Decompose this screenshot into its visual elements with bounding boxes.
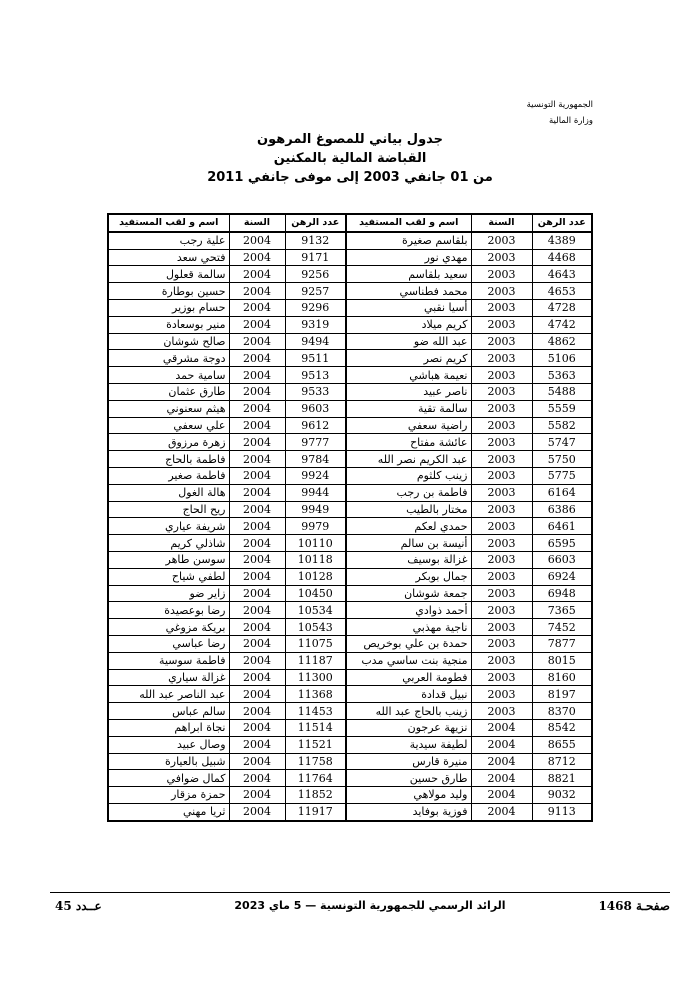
col-header-beneficiary-left: اسم و لقب المستفيد — [108, 214, 229, 232]
pledge-no-cell: 9784 — [285, 451, 346, 468]
beneficiary-cell: رضا بوعصيدة — [108, 602, 229, 619]
pledge-no-cell: 4728 — [532, 299, 592, 316]
year-cell: 2004 — [471, 736, 532, 753]
year-cell: 2004 — [229, 383, 285, 400]
table-row — [108, 249, 592, 266]
table-row — [108, 602, 592, 619]
beneficiary-cell: زاير ضو — [108, 585, 229, 602]
year-cell: 2004 — [229, 501, 285, 518]
beneficiary-cell: نعيمة هباشي — [346, 367, 471, 384]
pledge-no-cell: 9113 — [532, 803, 592, 820]
pledge-no-cell: 10128 — [285, 568, 346, 585]
year-cell: 2004 — [229, 367, 285, 384]
table-row — [108, 518, 592, 535]
pledge-no-cell: 9511 — [285, 350, 346, 367]
beneficiary-cell: جمعة شوشان — [346, 585, 471, 602]
beneficiary-cell: حمزة مزقار — [108, 787, 229, 804]
year-cell: 2003 — [471, 434, 532, 451]
year-cell: 2004 — [471, 719, 532, 736]
beneficiary-cell: طارق حسين — [346, 770, 471, 787]
beneficiary-cell: طارق عثمان — [108, 383, 229, 400]
year-cell: 2004 — [229, 703, 285, 720]
pledge-no-cell: 9949 — [285, 501, 346, 518]
year-cell: 2003 — [471, 383, 532, 400]
pledge-no-cell: 6461 — [532, 518, 592, 535]
year-cell: 2004 — [471, 770, 532, 787]
pledge-no-cell: 9032 — [532, 787, 592, 804]
beneficiary-cell: لطيفة سيدية — [346, 736, 471, 753]
year-cell: 2003 — [471, 249, 532, 266]
table-row — [108, 686, 592, 703]
beneficiary-cell: سامية حمد — [108, 367, 229, 384]
year-cell: 2004 — [229, 316, 285, 333]
pledge-no-cell: 8160 — [532, 669, 592, 686]
beneficiary-cell: زهرة مرزوق — [108, 434, 229, 451]
pledge-no-cell: 9319 — [285, 316, 346, 333]
pledge-no-cell: 6924 — [532, 568, 592, 585]
year-cell: 2004 — [229, 602, 285, 619]
beneficiary-cell: نبيل قدادة — [346, 686, 471, 703]
pledge-no-cell: 9612 — [285, 417, 346, 434]
beneficiary-cell: بريكة مزوغي — [108, 619, 229, 636]
year-cell: 2003 — [471, 652, 532, 669]
pledged-jewelry-table — [107, 213, 593, 822]
year-cell: 2004 — [229, 803, 285, 820]
pledge-no-cell: 11917 — [285, 803, 346, 820]
year-cell: 2004 — [229, 417, 285, 434]
pledge-no-cell: 6164 — [532, 484, 592, 501]
year-cell: 2004 — [229, 350, 285, 367]
year-cell: 2004 — [471, 803, 532, 820]
beneficiary-cell: أنيسة بن سالم — [346, 535, 471, 552]
year-cell: 2004 — [229, 669, 285, 686]
beneficiary-cell: مهدي نور — [346, 249, 471, 266]
pledge-no-cell: 11764 — [285, 770, 346, 787]
year-cell: 2003 — [471, 703, 532, 720]
table-row — [108, 266, 592, 283]
pledge-no-cell: 9533 — [285, 383, 346, 400]
pledge-no-cell: 5363 — [532, 367, 592, 384]
beneficiary-cell: سالمة قعلول — [108, 266, 229, 283]
pledge-no-cell: 9296 — [285, 299, 346, 316]
year-cell: 2003 — [471, 333, 532, 350]
year-cell: 2003 — [471, 484, 532, 501]
pledge-no-cell: 8655 — [532, 736, 592, 753]
year-cell: 2003 — [471, 635, 532, 652]
year-cell: 2004 — [471, 787, 532, 804]
pledge-no-cell: 10534 — [285, 602, 346, 619]
pledge-no-cell: 9171 — [285, 249, 346, 266]
beneficiary-cell: شبيل بالعيارة — [108, 753, 229, 770]
ministry-name: وزارة المالية — [549, 116, 593, 126]
year-cell: 2004 — [229, 753, 285, 770]
year-cell: 2004 — [229, 467, 285, 484]
year-cell: 2003 — [471, 568, 532, 585]
pledge-no-cell: 9513 — [285, 367, 346, 384]
year-cell: 2003 — [471, 669, 532, 686]
pledge-no-cell: 11187 — [285, 652, 346, 669]
col-header-pledge-no-right: عدد الرهن — [532, 214, 592, 232]
pledge-no-cell: 8542 — [532, 719, 592, 736]
beneficiary-cell: غزالة سياري — [108, 669, 229, 686]
pledge-no-cell: 9603 — [285, 400, 346, 417]
beneficiary-cell: حسام بوزير — [108, 299, 229, 316]
year-cell: 2003 — [471, 619, 532, 636]
country-name: الجمهورية التونسية — [526, 100, 593, 110]
beneficiary-cell: نجاة ابراهم — [108, 719, 229, 736]
table-row — [108, 451, 592, 468]
table-row — [108, 619, 592, 636]
table-row — [108, 803, 592, 820]
issue-number: عــدد 45 — [55, 899, 102, 913]
pledge-no-cell: 9256 — [285, 266, 346, 283]
beneficiary-cell: فاطمة سوسية — [108, 652, 229, 669]
table-row — [108, 333, 592, 350]
year-cell: 2004 — [229, 249, 285, 266]
table-row — [108, 467, 592, 484]
pledge-no-cell: 4643 — [532, 266, 592, 283]
year-cell: 2004 — [229, 770, 285, 787]
pledge-no-cell: 8015 — [532, 652, 592, 669]
pledge-no-cell: 11521 — [285, 736, 346, 753]
pledge-no-cell: 7365 — [532, 602, 592, 619]
year-cell: 2003 — [471, 299, 532, 316]
pledge-no-cell: 6603 — [532, 551, 592, 568]
table-row — [108, 635, 592, 652]
beneficiary-cell: منجية بنت ساسي مدب — [346, 652, 471, 669]
year-cell: 2003 — [471, 585, 532, 602]
title-line-2: القباضة المالية بالمكنين — [273, 151, 427, 166]
year-cell: 2004 — [229, 400, 285, 417]
beneficiary-cell: فطومة العربي — [346, 669, 471, 686]
beneficiary-cell: سالم عباس — [108, 703, 229, 720]
year-cell: 2003 — [471, 501, 532, 518]
year-cell: 2004 — [229, 333, 285, 350]
year-cell: 2004 — [229, 619, 285, 636]
pledge-no-cell: 10110 — [285, 535, 346, 552]
beneficiary-cell: غزالة بوسيف — [346, 551, 471, 568]
pledge-no-cell: 4653 — [532, 283, 592, 300]
pledge-no-cell: 8821 — [532, 770, 592, 787]
table-row — [108, 400, 592, 417]
beneficiary-cell: كمال ضوافي — [108, 770, 229, 787]
year-cell: 2004 — [229, 484, 285, 501]
pledge-no-cell: 9979 — [285, 518, 346, 535]
year-cell: 2004 — [229, 232, 285, 249]
beneficiary-cell: ثريا مهني — [108, 803, 229, 820]
pledge-no-cell: 11852 — [285, 787, 346, 804]
table-row — [108, 501, 592, 518]
year-cell: 2004 — [229, 518, 285, 535]
table-row — [108, 232, 592, 249]
year-cell: 2003 — [471, 467, 532, 484]
pledge-no-cell: 4468 — [532, 249, 592, 266]
beneficiary-cell: جمال بوبكر — [346, 568, 471, 585]
beneficiary-cell: وصال عبيد — [108, 736, 229, 753]
table-row — [108, 719, 592, 736]
beneficiary-cell: فاطمة بالحاج — [108, 451, 229, 468]
beneficiary-cell: بلقاسم صغيرة — [346, 232, 471, 249]
table-row — [108, 316, 592, 333]
pledge-no-cell: 11368 — [285, 686, 346, 703]
year-cell: 2004 — [229, 652, 285, 669]
beneficiary-cell: أحمد ذوادي — [346, 602, 471, 619]
pledge-no-cell: 11758 — [285, 753, 346, 770]
year-cell: 2004 — [229, 568, 285, 585]
beneficiary-cell: عبد الكريم نصر الله — [346, 451, 471, 468]
beneficiary-cell: شريفة عياري — [108, 518, 229, 535]
beneficiary-cell: حمدي لعكم — [346, 518, 471, 535]
table-row — [108, 417, 592, 434]
table-row — [108, 669, 592, 686]
year-cell: 2004 — [229, 736, 285, 753]
pledge-no-cell: 5488 — [532, 383, 592, 400]
pledge-no-cell: 4862 — [532, 333, 592, 350]
year-cell: 2004 — [229, 686, 285, 703]
pledge-no-cell: 9924 — [285, 467, 346, 484]
beneficiary-cell: هيثم سعنوني — [108, 400, 229, 417]
year-cell: 2004 — [229, 434, 285, 451]
beneficiary-cell: لطفي شياح — [108, 568, 229, 585]
beneficiary-cell: منير بوسعادة — [108, 316, 229, 333]
pledge-no-cell: 9777 — [285, 434, 346, 451]
beneficiary-cell: علي سعفي — [108, 417, 229, 434]
year-cell: 2004 — [471, 753, 532, 770]
pledge-no-cell: 10543 — [285, 619, 346, 636]
year-cell: 2004 — [229, 635, 285, 652]
pledge-no-cell: 8712 — [532, 753, 592, 770]
pledge-no-cell: 9944 — [285, 484, 346, 501]
beneficiary-cell: فاطمة بن رجب — [346, 484, 471, 501]
table-row — [108, 367, 592, 384]
year-cell: 2003 — [471, 602, 532, 619]
beneficiary-cell: زينب كلثوم — [346, 467, 471, 484]
pledge-no-cell: 11300 — [285, 669, 346, 686]
table-row — [108, 753, 592, 770]
year-cell: 2004 — [229, 283, 285, 300]
pledge-no-cell: 7877 — [532, 635, 592, 652]
table-row — [108, 350, 592, 367]
pledge-no-cell: 4742 — [532, 316, 592, 333]
beneficiary-cell: صالح شوشان — [108, 333, 229, 350]
pledge-no-cell: 11075 — [285, 635, 346, 652]
beneficiary-cell: فاطمة صغير — [108, 467, 229, 484]
year-cell: 2003 — [471, 367, 532, 384]
pledge-no-cell: 9257 — [285, 283, 346, 300]
title-line-3: من 01 جانفي 2003 إلى موفى جانفي 2011 — [207, 170, 493, 185]
beneficiary-cell: سعيد بلقاسم — [346, 266, 471, 283]
beneficiary-cell: ناصر عبيد — [346, 383, 471, 400]
year-cell: 2004 — [229, 719, 285, 736]
table-row — [108, 585, 592, 602]
document-header — [527, 97, 593, 129]
beneficiary-cell: زينب بالحاج عبد الله — [346, 703, 471, 720]
year-cell: 2003 — [471, 686, 532, 703]
table-row — [108, 535, 592, 552]
table-row — [108, 736, 592, 753]
pledge-no-cell: 6595 — [532, 535, 592, 552]
year-cell: 2003 — [471, 535, 532, 552]
year-cell: 2003 — [471, 400, 532, 417]
table-row — [108, 703, 592, 720]
year-cell: 2003 — [471, 451, 532, 468]
year-cell: 2003 — [471, 518, 532, 535]
beneficiary-cell: هالة الغول — [108, 484, 229, 501]
pledge-no-cell: 10450 — [285, 585, 346, 602]
beneficiary-cell: عبد الله ضو — [346, 333, 471, 350]
beneficiary-cell: أسيا نقبي — [346, 299, 471, 316]
beneficiary-cell: سالمة تقية — [346, 400, 471, 417]
page-number: صفحـة 1468 — [598, 899, 670, 913]
col-header-beneficiary-right: اسم و لقب المستفيد — [346, 214, 471, 232]
year-cell: 2004 — [229, 451, 285, 468]
beneficiary-cell: ريح الحاج — [108, 501, 229, 518]
beneficiary-cell: مختار بالطيب — [346, 501, 471, 518]
table-row — [108, 568, 592, 585]
pledge-no-cell: 9494 — [285, 333, 346, 350]
beneficiary-cell: حسين بوطارة — [108, 283, 229, 300]
beneficiary-cell: عائشة مفتاح — [346, 434, 471, 451]
table-row — [108, 299, 592, 316]
gazette-title: الرائد الرسمي للجمهورية التونسية — 5 ماي 2023 — [234, 899, 506, 912]
beneficiary-cell: كريم ميلاد — [346, 316, 471, 333]
pledge-no-cell: 5750 — [532, 451, 592, 468]
table-row — [108, 383, 592, 400]
table-row — [108, 770, 592, 787]
pledge-no-cell: 5559 — [532, 400, 592, 417]
year-cell: 2004 — [229, 299, 285, 316]
beneficiary-cell: رضا عباسي — [108, 635, 229, 652]
pledge-no-cell: 4389 — [532, 232, 592, 249]
year-cell: 2004 — [229, 266, 285, 283]
year-cell: 2003 — [471, 316, 532, 333]
pledge-no-cell: 5775 — [532, 467, 592, 484]
table-row — [108, 551, 592, 568]
pledge-no-cell: 5106 — [532, 350, 592, 367]
pledge-no-cell: 8370 — [532, 703, 592, 720]
table-row — [108, 434, 592, 451]
year-cell: 2003 — [471, 266, 532, 283]
beneficiary-cell: شاذلي كريم — [108, 535, 229, 552]
year-cell: 2004 — [229, 551, 285, 568]
pledge-no-cell: 6948 — [532, 585, 592, 602]
col-header-pledge-no-left: عدد الرهن — [285, 214, 346, 232]
table-header-row — [108, 214, 592, 232]
pledge-no-cell: 9132 — [285, 232, 346, 249]
beneficiary-cell: محمد فطناسي — [346, 283, 471, 300]
table-row — [108, 484, 592, 501]
year-cell: 2003 — [471, 551, 532, 568]
beneficiary-cell: كريم نصر — [346, 350, 471, 367]
year-cell: 2004 — [229, 585, 285, 602]
year-cell: 2004 — [229, 535, 285, 552]
beneficiary-cell: عبد الناصر عبد الله — [108, 686, 229, 703]
pledge-no-cell: 11453 — [285, 703, 346, 720]
beneficiary-cell: فتحي سعد — [108, 249, 229, 266]
pledge-no-cell: 5582 — [532, 417, 592, 434]
document-title — [0, 130, 700, 187]
pledge-no-cell: 6386 — [532, 501, 592, 518]
beneficiary-cell: ناجية مهذبي — [346, 619, 471, 636]
footer-divider — [50, 892, 670, 893]
year-cell: 2003 — [471, 350, 532, 367]
beneficiary-cell: منيرة قارس — [346, 753, 471, 770]
beneficiary-cell: حمدة بن علي بوخريص — [346, 635, 471, 652]
pledge-no-cell: 8197 — [532, 686, 592, 703]
table-row — [108, 787, 592, 804]
pledge-no-cell: 10118 — [285, 551, 346, 568]
year-cell: 2003 — [471, 283, 532, 300]
beneficiary-cell: سوسن طاهر — [108, 551, 229, 568]
beneficiary-cell: نزيهة عرجون — [346, 719, 471, 736]
col-header-year-left: السنة — [229, 214, 285, 232]
table-body — [108, 232, 592, 821]
beneficiary-cell: فوزية بوفايد — [346, 803, 471, 820]
title-line-1: جدول بياني للمصوغ المرهون — [256, 132, 444, 147]
year-cell: 2003 — [471, 232, 532, 249]
beneficiary-cell: علية رجب — [108, 232, 229, 249]
pledge-no-cell: 5747 — [532, 434, 592, 451]
table-row — [108, 283, 592, 300]
year-cell: 2004 — [229, 787, 285, 804]
col-header-year-right: السنة — [471, 214, 532, 232]
year-cell: 2003 — [471, 417, 532, 434]
pledge-no-cell: 11514 — [285, 719, 346, 736]
beneficiary-cell: دوجة مشرقي — [108, 350, 229, 367]
beneficiary-cell: وليد مولاهي — [346, 787, 471, 804]
beneficiary-cell: راضية سعفي — [346, 417, 471, 434]
table-row — [108, 652, 592, 669]
pledge-no-cell: 7452 — [532, 619, 592, 636]
